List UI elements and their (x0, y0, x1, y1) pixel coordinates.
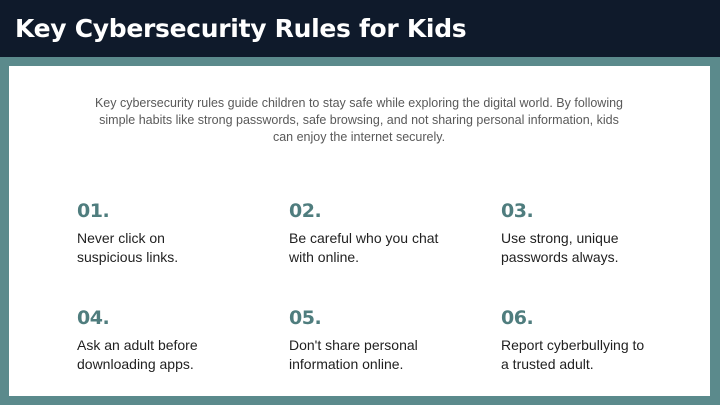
intro-paragraph: Key cybersecurity rules guide children to stay safe while exploring the digital world. By following simple habits like strong passwords, safe browsing, and not sharing personal information, kids can enjoy the internet securely. (94, 96, 624, 144)
rule-text: Report cyberbullying to a trusted adult. (501, 337, 645, 372)
rule-text: Be careful who you chat with online. (289, 230, 439, 265)
rule-number: 04. (77, 307, 110, 329)
rule-item-02 (289, 199, 489, 267)
slide-title: Key Cybersecurity Rules for Kids (15, 14, 467, 43)
rule-number: 02. (289, 200, 322, 222)
rule-text: Never click on suspicious links. (77, 230, 179, 265)
rule-number: 01. (77, 200, 110, 222)
rule-number: 06. (501, 307, 534, 329)
title-bar (0, 0, 720, 57)
rule-item-01 (77, 199, 277, 267)
rule-text: Use strong, unique passwords always. (501, 230, 619, 265)
rule-item-03 (501, 199, 701, 267)
rule-item-06 (501, 306, 701, 374)
rule-text: Don't share personal information online. (289, 337, 418, 372)
content-panel (9, 66, 710, 396)
rule-item-05 (289, 306, 489, 374)
rule-item-04 (77, 306, 277, 374)
rule-text: Ask an adult before downloading apps. (77, 337, 198, 372)
rule-number: 03. (501, 200, 534, 222)
rule-number: 05. (289, 307, 322, 329)
